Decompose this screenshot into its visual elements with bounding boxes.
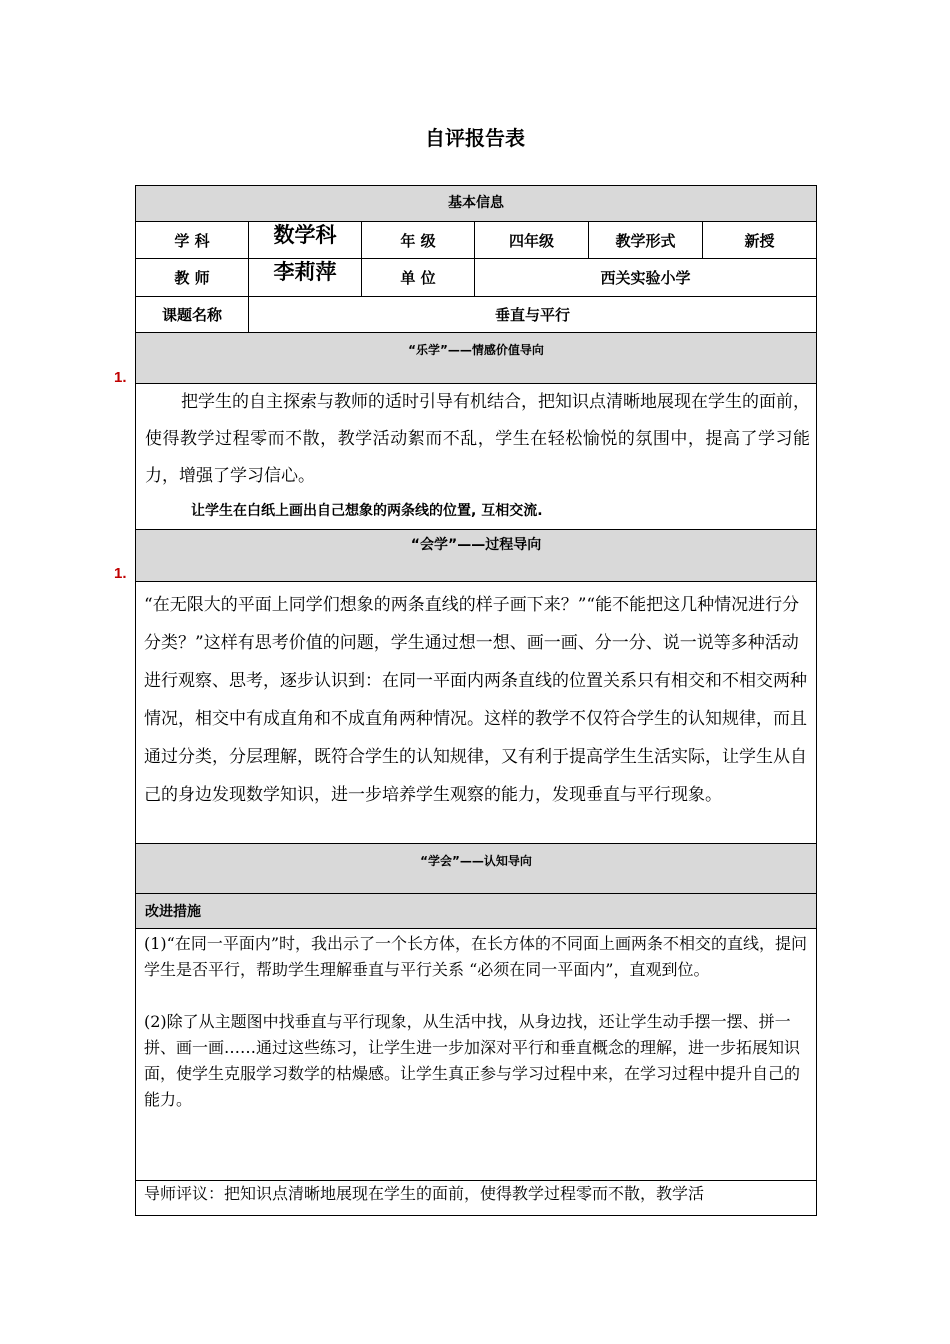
- teaching-form-label: 教学形式: [589, 222, 703, 259]
- teaching-form-value: 新授: [703, 222, 817, 259]
- section3-header: “学会”——认知导向: [136, 844, 817, 894]
- topic-label: 课题名称: [136, 297, 249, 333]
- unit-label: 单 位: [362, 259, 475, 297]
- section-number: 1.: [114, 565, 127, 582]
- section1-header: “乐学”——情感价值导向: [136, 333, 817, 384]
- subject-value: 数学科: [249, 222, 362, 259]
- grade-value: 四年级: [475, 222, 589, 259]
- topic-value: 垂直与平行: [249, 297, 817, 333]
- improvement-label: 改进措施: [136, 894, 817, 929]
- report-table: [135, 185, 817, 1216]
- section2-header: “会学”——过程导向: [136, 530, 817, 582]
- section1-content: [136, 384, 817, 530]
- grade-label: 年 级: [362, 222, 475, 259]
- mentor-comment: 导师评议：把知识点清晰地展现在学生的面前，使得教学过程零而不散，教学活: [136, 1181, 817, 1216]
- unit-value: 西关实验小学: [475, 259, 817, 297]
- page-title: 自评报告表: [425, 126, 525, 150]
- improvement-item-1: (1)“在同一平面内”时，我出示了一个长方体，在长方体的不同面上画两条不相交的直线，提问学生是否平行，帮助学生理解垂直与平行关系 “必须在同一平面内”，直观到位。: [144, 934, 808, 979]
- basic-info-header: 基本信息: [136, 186, 817, 222]
- subject-label: 学 科: [136, 222, 249, 259]
- section1-paragraph: 把学生的自主探索与教师的适时引导有机结合，把知识点清晰地展现在学生的面前，使得教学过程零而不散，教学活动絮而不乱，学生在轻松愉悦的氛围中，提高了学习能力，增强了学习信心。: [145, 392, 810, 486]
- section-number: 1.: [114, 369, 127, 386]
- section1-bold-line: 让学生在白纸上画出自己想象的两条线的位置, 互相交流.: [191, 503, 543, 519]
- improvement-content: [136, 929, 817, 1181]
- improvement-item-2: (2)除了从主题图中找垂直与平行现象，从生活中找，从身边找，还让学生动手摆一摆、拼一拼、画一画……通过这些练习，让学生进一步加深对平行和垂直概念的理解，进一步拓展知识面，使学生克服学习数学的枯燥感。让学生真正参与学习过程中来，在学习过程中提升自己的能力。: [144, 1012, 801, 1109]
- teacher-value: 李莉萍: [249, 259, 362, 297]
- teacher-label: 教 师: [136, 259, 249, 297]
- section2-paragraph: “在无限大的平面上同学们想象的两条直线的样子画下来？”“能不能把这几种情况进行分分类？”这样有思考价值的问题，学生通过想一想、画一画、分一分、说一说等多种活动进行观察、思考，逐步认识到：在同一平面内两条直线的位置关系只有相交和不相交两种情况，相交中有成直角和不成直角两种情况。这样的教学不仅符合学生的认知规律，而且通过分类，分层理解，既符合学生的认知规律，又有利于提高学生生活实际，让学生从自己的身边发现数学知识，进一步培养学生观察的能力，发现垂直与平行现象。: [136, 582, 817, 844]
